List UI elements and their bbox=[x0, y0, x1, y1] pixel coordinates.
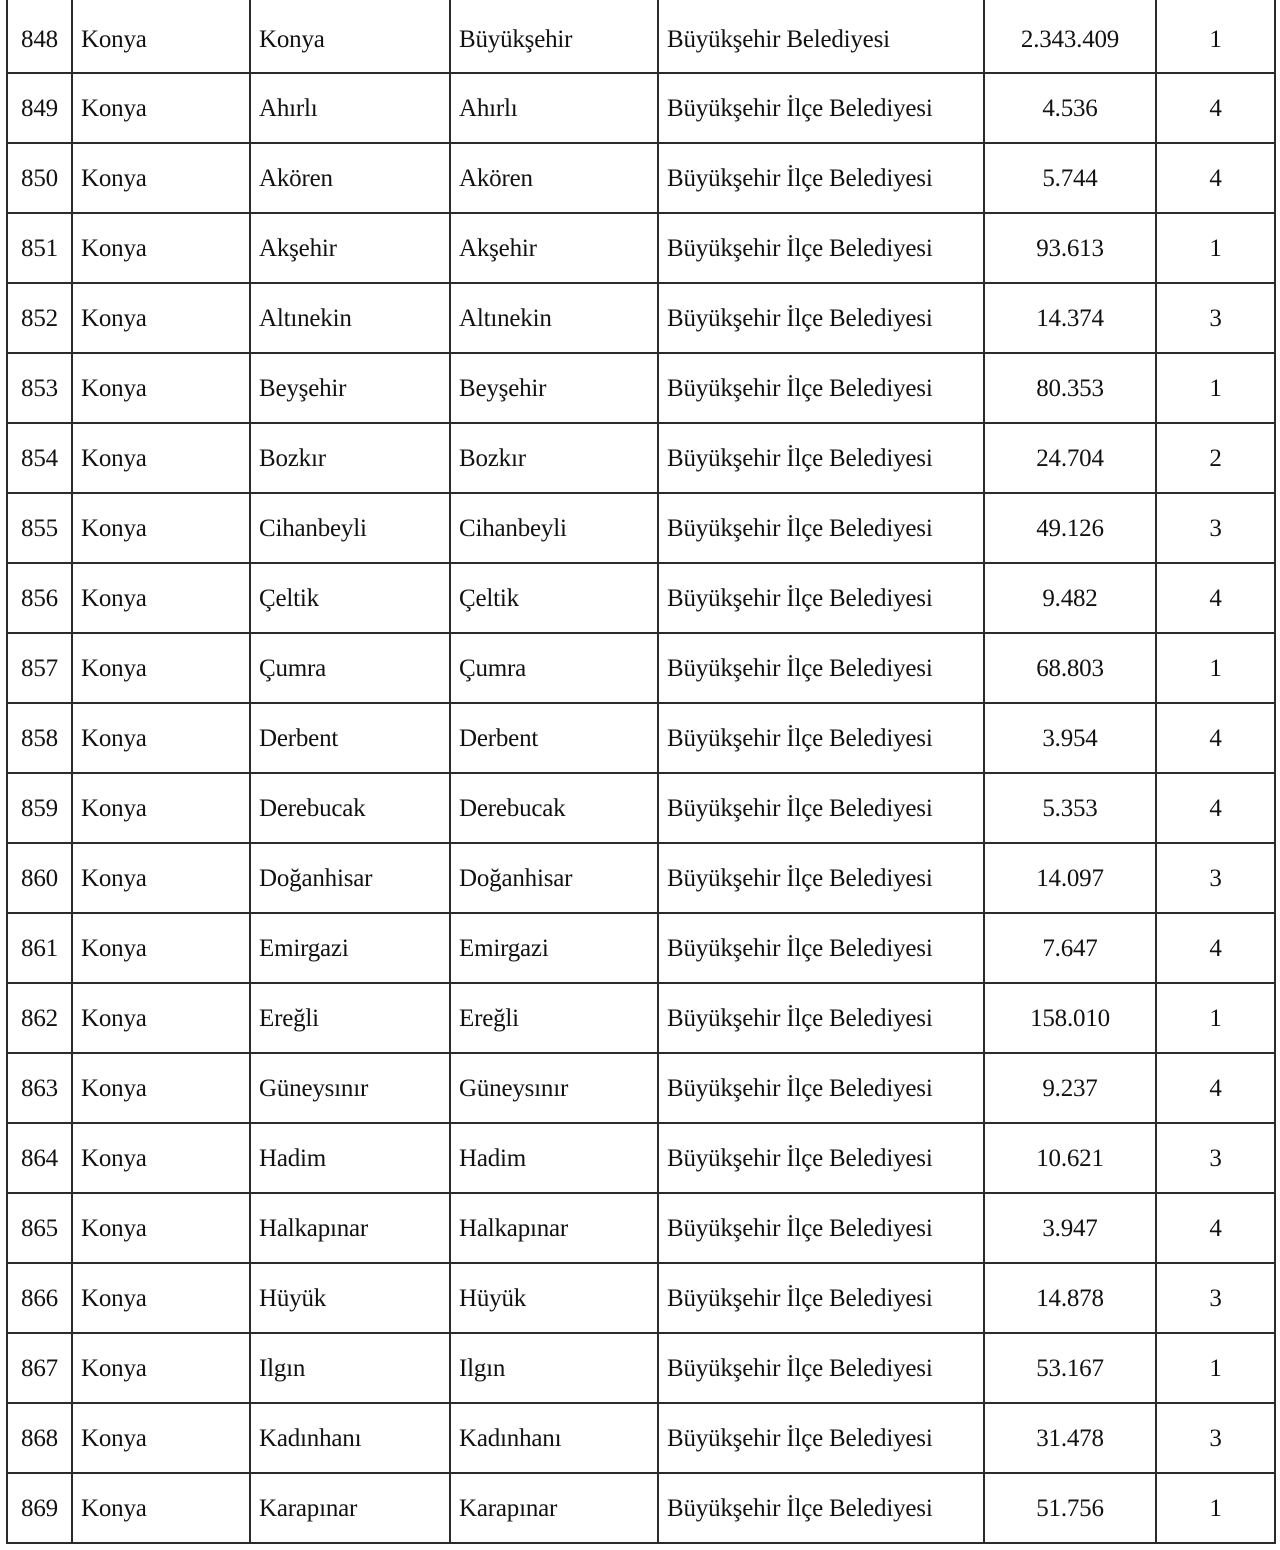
district-cell: Konya bbox=[250, 0, 450, 73]
district-cell: Ilgın bbox=[250, 1333, 450, 1403]
group-cell: 4 bbox=[1156, 563, 1275, 633]
district-cell: Altınekin bbox=[250, 283, 450, 353]
district-cell: Derbent bbox=[250, 703, 450, 773]
municipality-cell: Emirgazi bbox=[450, 913, 658, 983]
district-cell: Derebucak bbox=[250, 773, 450, 843]
group-cell: 3 bbox=[1156, 1123, 1275, 1193]
population-cell: 53.167 bbox=[984, 1333, 1156, 1403]
population-cell: 80.353 bbox=[984, 353, 1156, 423]
province-cell: Konya bbox=[72, 1193, 250, 1263]
population-cell: 5.744 bbox=[984, 143, 1156, 213]
group-cell: 1 bbox=[1156, 353, 1275, 423]
group-cell: 4 bbox=[1156, 1193, 1275, 1263]
municipality-type-cell: Büyükşehir İlçe Belediyesi bbox=[658, 633, 984, 703]
table-row bbox=[7, 0, 1275, 73]
municipality-type-cell: Büyükşehir İlçe Belediyesi bbox=[658, 843, 984, 913]
municipality-cell: Derebucak bbox=[450, 773, 658, 843]
district-cell: Güneysınır bbox=[250, 1053, 450, 1123]
table-row bbox=[7, 493, 1275, 563]
table-row bbox=[7, 1263, 1275, 1333]
municipality-type-cell: Büyükşehir İlçe Belediyesi bbox=[658, 1333, 984, 1403]
row-number-cell: 867 bbox=[7, 1333, 72, 1403]
group-cell: 4 bbox=[1156, 913, 1275, 983]
municipality-type-cell: Büyükşehir İlçe Belediyesi bbox=[658, 353, 984, 423]
group-cell: 4 bbox=[1156, 703, 1275, 773]
province-cell: Konya bbox=[72, 143, 250, 213]
province-cell: Konya bbox=[72, 423, 250, 493]
district-cell: Akören bbox=[250, 143, 450, 213]
municipality-cell: Ilgın bbox=[450, 1333, 658, 1403]
district-cell: Karapınar bbox=[250, 1473, 450, 1543]
table-row bbox=[7, 1333, 1275, 1403]
district-cell: Cihanbeyli bbox=[250, 493, 450, 563]
district-cell: Çumra bbox=[250, 633, 450, 703]
group-cell: 4 bbox=[1156, 73, 1275, 143]
population-cell: 51.756 bbox=[984, 1473, 1156, 1543]
district-cell: Hüyük bbox=[250, 1263, 450, 1333]
municipality-type-cell: Büyükşehir İlçe Belediyesi bbox=[658, 1193, 984, 1263]
table-row bbox=[7, 563, 1275, 633]
row-number-cell: 863 bbox=[7, 1053, 72, 1123]
row-number-cell: 851 bbox=[7, 213, 72, 283]
population-cell: 3.954 bbox=[984, 703, 1156, 773]
row-number-cell: 855 bbox=[7, 493, 72, 563]
table-row bbox=[7, 1123, 1275, 1193]
municipality-type-cell: Büyükşehir İlçe Belediyesi bbox=[658, 213, 984, 283]
district-cell: Akşehir bbox=[250, 213, 450, 283]
table-row bbox=[7, 143, 1275, 213]
province-cell: Konya bbox=[72, 1333, 250, 1403]
municipality-cell: Akören bbox=[450, 143, 658, 213]
group-cell: 1 bbox=[1156, 633, 1275, 703]
table-row bbox=[7, 773, 1275, 843]
table-row bbox=[7, 213, 1275, 283]
group-cell: 1 bbox=[1156, 1333, 1275, 1403]
province-cell: Konya bbox=[72, 493, 250, 563]
municipality-type-cell: Büyükşehir İlçe Belediyesi bbox=[658, 1403, 984, 1473]
province-cell: Konya bbox=[72, 563, 250, 633]
row-number-cell: 856 bbox=[7, 563, 72, 633]
district-cell: Halkapınar bbox=[250, 1193, 450, 1263]
row-number-cell: 853 bbox=[7, 353, 72, 423]
row-number-cell: 869 bbox=[7, 1473, 72, 1543]
group-cell: 1 bbox=[1156, 0, 1275, 73]
population-cell: 68.803 bbox=[984, 633, 1156, 703]
group-cell: 1 bbox=[1156, 983, 1275, 1053]
table-row bbox=[7, 283, 1275, 353]
municipality-type-cell: Büyükşehir İlçe Belediyesi bbox=[658, 1053, 984, 1123]
municipality-cell: Karapınar bbox=[450, 1473, 658, 1543]
municipality-cell: Altınekin bbox=[450, 283, 658, 353]
municipality-type-cell: Büyükşehir İlçe Belediyesi bbox=[658, 1123, 984, 1193]
municipality-cell: Ereğli bbox=[450, 983, 658, 1053]
population-cell: 49.126 bbox=[984, 493, 1156, 563]
municipality-type-cell: Büyükşehir İlçe Belediyesi bbox=[658, 493, 984, 563]
row-number-cell: 852 bbox=[7, 283, 72, 353]
district-cell: Kadınhanı bbox=[250, 1403, 450, 1473]
municipality-cell: Kadınhanı bbox=[450, 1403, 658, 1473]
table-row bbox=[7, 843, 1275, 913]
municipality-cell: Akşehir bbox=[450, 213, 658, 283]
table-row bbox=[7, 73, 1275, 143]
municipality-type-cell: Büyükşehir İlçe Belediyesi bbox=[658, 283, 984, 353]
province-cell: Konya bbox=[72, 0, 250, 73]
group-cell: 3 bbox=[1156, 1403, 1275, 1473]
table-row bbox=[7, 983, 1275, 1053]
population-cell: 7.647 bbox=[984, 913, 1156, 983]
group-cell: 3 bbox=[1156, 843, 1275, 913]
group-cell: 1 bbox=[1156, 1473, 1275, 1543]
population-cell: 9.237 bbox=[984, 1053, 1156, 1123]
municipality-type-cell: Büyükşehir İlçe Belediyesi bbox=[658, 143, 984, 213]
population-cell: 24.704 bbox=[984, 423, 1156, 493]
population-cell: 31.478 bbox=[984, 1403, 1156, 1473]
table-row bbox=[7, 1403, 1275, 1473]
province-cell: Konya bbox=[72, 353, 250, 423]
province-cell: Konya bbox=[72, 1053, 250, 1123]
group-cell: 4 bbox=[1156, 1053, 1275, 1123]
population-cell: 14.374 bbox=[984, 283, 1156, 353]
table-row bbox=[7, 633, 1275, 703]
province-cell: Konya bbox=[72, 1403, 250, 1473]
province-cell: Konya bbox=[72, 983, 250, 1053]
table-row bbox=[7, 1193, 1275, 1263]
municipality-cell: Güneysınır bbox=[450, 1053, 658, 1123]
row-number-cell: 865 bbox=[7, 1193, 72, 1263]
province-cell: Konya bbox=[72, 1473, 250, 1543]
municipality-cell: Bozkır bbox=[450, 423, 658, 493]
district-cell: Ahırlı bbox=[250, 73, 450, 143]
district-cell: Çeltik bbox=[250, 563, 450, 633]
province-cell: Konya bbox=[72, 633, 250, 703]
province-cell: Konya bbox=[72, 1263, 250, 1333]
district-cell: Emirgazi bbox=[250, 913, 450, 983]
population-cell: 10.621 bbox=[984, 1123, 1156, 1193]
row-number-cell: 861 bbox=[7, 913, 72, 983]
municipality-type-cell: Büyükşehir İlçe Belediyesi bbox=[658, 703, 984, 773]
row-number-cell: 849 bbox=[7, 73, 72, 143]
municipality-type-cell: Büyükşehir İlçe Belediyesi bbox=[658, 1473, 984, 1543]
municipality-table-page bbox=[6, 0, 1274, 1550]
province-cell: Konya bbox=[72, 843, 250, 913]
row-number-cell: 850 bbox=[7, 143, 72, 213]
population-cell: 14.878 bbox=[984, 1263, 1156, 1333]
province-cell: Konya bbox=[72, 73, 250, 143]
province-cell: Konya bbox=[72, 1123, 250, 1193]
table-row bbox=[7, 423, 1275, 493]
row-number-cell: 854 bbox=[7, 423, 72, 493]
municipality-cell: Halkapınar bbox=[450, 1193, 658, 1263]
row-number-cell: 858 bbox=[7, 703, 72, 773]
group-cell: 4 bbox=[1156, 773, 1275, 843]
table-row bbox=[7, 353, 1275, 423]
province-cell: Konya bbox=[72, 283, 250, 353]
row-number-cell: 862 bbox=[7, 983, 72, 1053]
table-body bbox=[7, 0, 1275, 1543]
municipality-type-cell: Büyükşehir İlçe Belediyesi bbox=[658, 563, 984, 633]
table-row bbox=[7, 703, 1275, 773]
row-number-cell: 868 bbox=[7, 1403, 72, 1473]
province-cell: Konya bbox=[72, 703, 250, 773]
population-cell: 93.613 bbox=[984, 213, 1156, 283]
group-cell: 3 bbox=[1156, 283, 1275, 353]
population-cell: 4.536 bbox=[984, 73, 1156, 143]
municipality-table bbox=[6, 0, 1276, 1544]
province-cell: Konya bbox=[72, 213, 250, 283]
group-cell: 4 bbox=[1156, 143, 1275, 213]
group-cell: 3 bbox=[1156, 1263, 1275, 1333]
row-number-cell: 866 bbox=[7, 1263, 72, 1333]
table-row bbox=[7, 1053, 1275, 1123]
municipality-cell: Cihanbeyli bbox=[450, 493, 658, 563]
municipality-type-cell: Büyükşehir İlçe Belediyesi bbox=[658, 1263, 984, 1333]
municipality-cell: Derbent bbox=[450, 703, 658, 773]
table-row bbox=[7, 1473, 1275, 1543]
group-cell: 1 bbox=[1156, 213, 1275, 283]
province-cell: Konya bbox=[72, 773, 250, 843]
population-cell: 158.010 bbox=[984, 983, 1156, 1053]
municipality-cell: Hadim bbox=[450, 1123, 658, 1193]
municipality-cell: Beyşehir bbox=[450, 353, 658, 423]
municipality-type-cell: Büyükşehir İlçe Belediyesi bbox=[658, 773, 984, 843]
population-cell: 2.343.409 bbox=[984, 0, 1156, 73]
district-cell: Ereğli bbox=[250, 983, 450, 1053]
row-number-cell: 860 bbox=[7, 843, 72, 913]
population-cell: 14.097 bbox=[984, 843, 1156, 913]
row-number-cell: 857 bbox=[7, 633, 72, 703]
district-cell: Hadim bbox=[250, 1123, 450, 1193]
population-cell: 9.482 bbox=[984, 563, 1156, 633]
municipality-type-cell: Büyükşehir İlçe Belediyesi bbox=[658, 913, 984, 983]
district-cell: Doğanhisar bbox=[250, 843, 450, 913]
district-cell: Beyşehir bbox=[250, 353, 450, 423]
municipality-type-cell: Büyükşehir Belediyesi bbox=[658, 0, 984, 73]
group-cell: 2 bbox=[1156, 423, 1275, 493]
district-cell: Bozkır bbox=[250, 423, 450, 493]
row-number-cell: 848 bbox=[7, 0, 72, 73]
municipality-type-cell: Büyükşehir İlçe Belediyesi bbox=[658, 983, 984, 1053]
row-number-cell: 859 bbox=[7, 773, 72, 843]
municipality-cell: Hüyük bbox=[450, 1263, 658, 1333]
municipality-cell: Çeltik bbox=[450, 563, 658, 633]
group-cell: 3 bbox=[1156, 493, 1275, 563]
municipality-cell: Çumra bbox=[450, 633, 658, 703]
municipality-cell: Ahırlı bbox=[450, 73, 658, 143]
province-cell: Konya bbox=[72, 913, 250, 983]
table-row bbox=[7, 913, 1275, 983]
municipality-cell: Doğanhisar bbox=[450, 843, 658, 913]
row-number-cell: 864 bbox=[7, 1123, 72, 1193]
population-cell: 3.947 bbox=[984, 1193, 1156, 1263]
municipality-type-cell: Büyükşehir İlçe Belediyesi bbox=[658, 73, 984, 143]
municipality-cell: Büyükşehir bbox=[450, 0, 658, 73]
municipality-type-cell: Büyükşehir İlçe Belediyesi bbox=[658, 423, 984, 493]
population-cell: 5.353 bbox=[984, 773, 1156, 843]
